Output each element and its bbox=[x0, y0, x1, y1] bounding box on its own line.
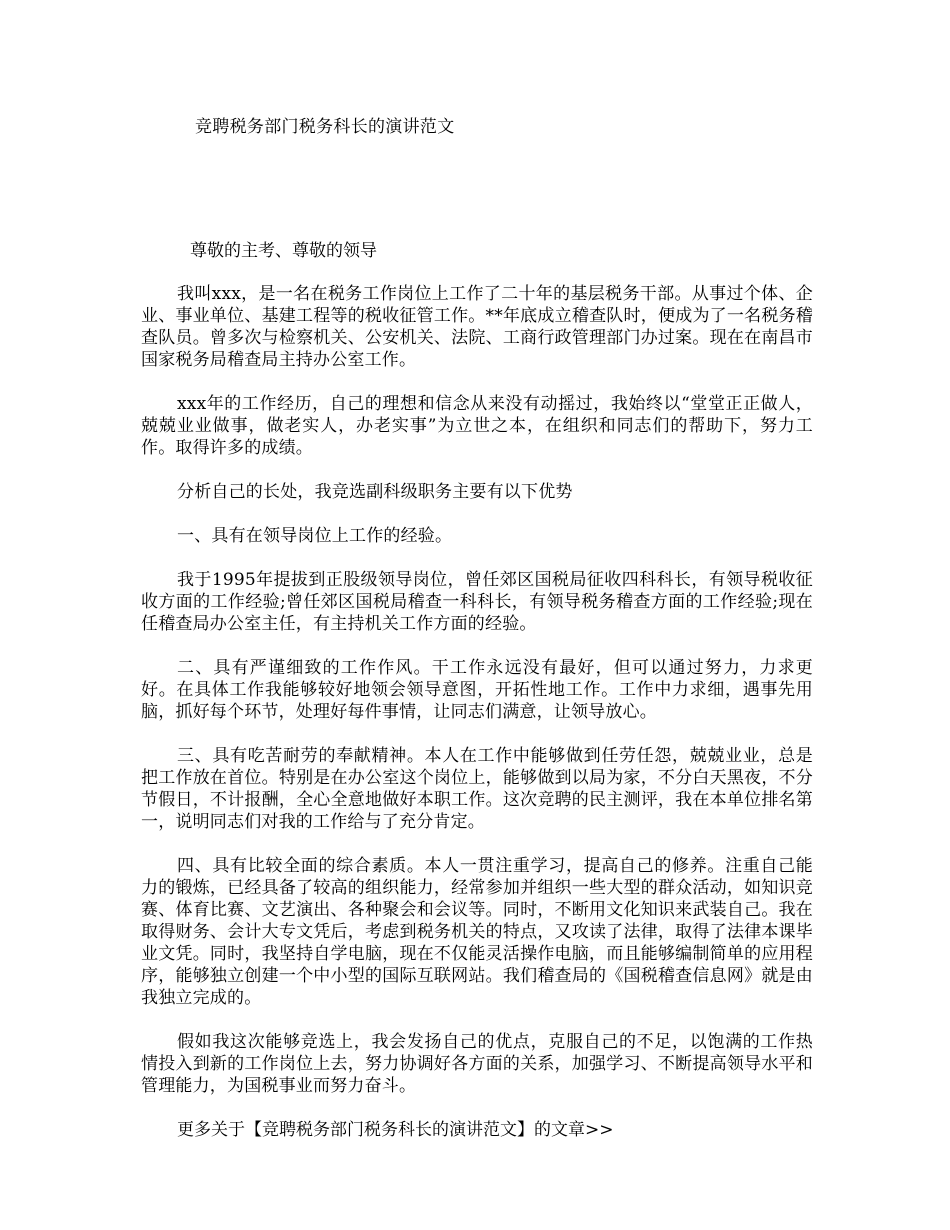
paragraph-point-4: 四、具有比较全面的综合素质。本人一贯注重学习，提高自己的修养。注重自己能力的锻炼，已经具备了较高的组织能力，经常参加并组织一些大型的群众活动，如知识竞赛、体育比赛、文艺演出、各种聚会和会议等。同时，不断用文化知识来武装自己。我在取得财务、会计大专文凭后，考虑到税务机关的特点，又攻读了法律，取得了法律本课毕业文凭。同时，我坚持自学电脑，现在不仅能灵活操作电脑，而且能够编制简单的应用程序，能够独立创建一个中小型的国际互联网站。我们稽查局的《国税稽查信息网》就是由我独立完成的。 bbox=[141, 856, 813, 1008]
paragraph-point-1-detail: 我于1995年提拔到正股级领导岗位，曾任郊区国税局征收四科科长，有领导税收征收方面的工作经验;曾任郊区国税局稽查一科科长，有领导税务稽查方面的工作经验;现在任稽查局办公室主任，有主持机关工作方面的经验。 bbox=[141, 570, 813, 634]
paragraph-experience: xxx年的工作经历，自己的理想和信念从来没有动摇过，我始终以“堂堂正正做人，兢兢业业做事，做老实人，办老实事”为立世之本，在组织和同志们的帮助下，努力工作。取得许多的成绩。 bbox=[141, 394, 813, 458]
paragraph-strengths-intro: 分析自己的长处，我竞选副科级职务主要有以下优势 bbox=[177, 482, 573, 502]
document-body bbox=[141, 283, 813, 1141]
paragraph-intro: 我叫xxx，是一名在税务工作岗位上工作了二十年的基层税务干部。从事过个体、企业、事业单位、基建工程等的税收征管工作。**年底成立稽查队时，便成为了一名税务稽查队员。曾多次与检察机关、公安机关、法院、工商行政管理部门办过案。现在在南昌市国家税务局稽查局主持办公室工作。 bbox=[141, 284, 813, 370]
more-articles-link[interactable]: 更多关于【竞聘税务部门税务科长的演讲范文】的文章>> bbox=[177, 1120, 614, 1140]
document-title: 竞聘税务部门税务科长的演讲范文 bbox=[195, 117, 455, 137]
paragraph-conclusion: 假如我这次能够竞选上，我会发扬自己的优点，克服自己的不足，以饱满的工作热情投入到新的工作岗位上去，努力协调好各方面的关系，加强学习、不断提高领导水平和管理能力，为国税事业而努力奋斗。 bbox=[141, 1032, 813, 1096]
salutation: 尊敬的主考、尊敬的领导 bbox=[190, 241, 377, 261]
paragraph-point-3: 三、具有吃苦耐劳的奉献精神。本人在工作中能够做到任劳任怨，兢兢业业，总是把工作放在首位。特别是在办公室这个岗位上，能够做到以局为家，不分白天黑夜，不分节假日，不计报酬，全心全意地做好本职工作。这次竞聘的民主测评，我在本单位排名第一，说明同志们对我的工作给与了充分肯定。 bbox=[141, 746, 813, 832]
paragraph-point-1-heading: 一、具有在领导岗位上工作的经验。 bbox=[177, 526, 453, 546]
paragraph-point-2: 二、具有严谨细致的工作作风。干工作永远没有最好，但可以通过努力，力求更好。在具体工作我能够较好地领会领导意图，开拓性地工作。工作中力求细，遇事先用脑，抓好每个环节，处理好每件事情，让同志们满意，让领导放心。 bbox=[141, 658, 813, 722]
